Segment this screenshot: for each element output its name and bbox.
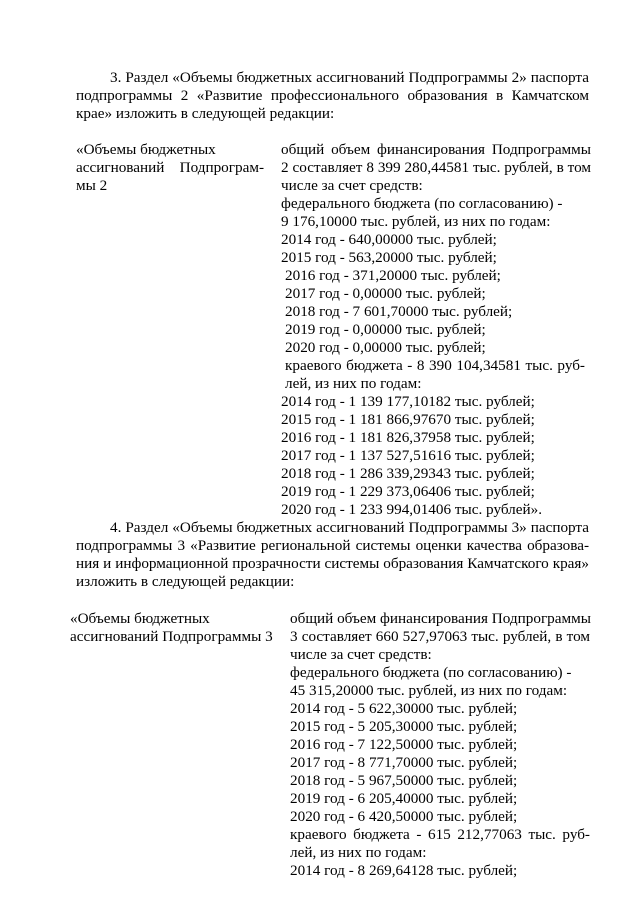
section3-financing-line: 2017 год - 0,00000 тыс. рублей;: [285, 285, 486, 302]
section3-intro-line: 3. Раздел «Объемы бюджетных ассигнований Подпрограммы 2» паспорта: [110, 69, 589, 86]
section3-financing-line: 2019 год - 1 229 373,06406 тыс. рублей;: [281, 483, 535, 500]
section3-financing-line: 2015 год - 563,20000 тыс. рублей;: [281, 249, 497, 266]
section4-financing-line: 2020 год - 6 420,50000 тыс. рублей;: [290, 808, 518, 825]
section3-financing-line: 2019 год - 0,00000 тыс. рублей;: [285, 321, 486, 338]
section4-intro-line: ния и информационной прозрачности системы образования Камчатского края»: [76, 555, 589, 572]
section3-financing-line: 2015 год - 1 181 866,97670 тыс. рублей;: [281, 411, 535, 428]
section3-financing-line: 2 составляет 8 399 280,44581 тыс. рублей, в том: [281, 159, 591, 176]
section3-financing-line: 2014 год - 1 139 177,10182 тыс. рублей;: [281, 393, 535, 410]
section3-label-line: мы 2: [76, 177, 108, 194]
section4-label-line: ассигнований Подпрограммы 3: [70, 628, 273, 645]
section3-financing-line: лей, из них по годам:: [285, 375, 422, 392]
section4-financing-line: 2014 год - 5 622,30000 тыс. рублей;: [290, 700, 518, 717]
section4-label-line: «Объемы бюджетных: [70, 610, 210, 627]
section3-financing-line: 2020 год - 0,00000 тыс. рублей;: [285, 339, 486, 356]
section4-financing-line: 2017 год - 8 771,70000 тыс. рублей;: [290, 754, 518, 771]
section3-intro-line: крае» изложить в следующей редакции:: [76, 105, 335, 122]
section3-label-line: «Объемы бюджетных: [76, 141, 216, 158]
section4-financing-line: лей, из них по годам:: [290, 844, 427, 861]
section3-label-line: ассигнований Подпрограм-: [76, 159, 264, 176]
section4-financing-line: 45 315,20000 тыс. рублей, из них по годам:: [290, 682, 568, 699]
section4-intro-line: 4. Раздел «Объемы бюджетных ассигнований Подпрограммы 3» паспорта: [110, 519, 589, 536]
section3-financing-line: 2018 год - 1 286 339,29343 тыс. рублей;: [281, 465, 535, 482]
section4-financing-line: 2019 год - 6 205,40000 тыс. рублей;: [290, 790, 518, 807]
section4-financing: [290, 610, 590, 880]
section4-financing-line: краевого бюджета - 615 212,77063 тыс. руб-: [290, 826, 590, 843]
section3-financing-line: 2014 год - 640,00000 тыс. рублей;: [281, 231, 497, 248]
section3-financing: [281, 141, 591, 519]
section4-financing-line: 3 составляет 660 527,97063 тыс. рублей, в том: [290, 628, 590, 645]
section4-financing-line: общий объем финансирования Подпрограммы: [290, 610, 591, 627]
section3-financing-line: 2018 год - 7 601,70000 тыс. рублей;: [285, 303, 513, 320]
section4-intro-line: подпрограммы 3 «Развитие региональной системы оценки качества образова-: [76, 537, 589, 554]
section4-financing-line: 2015 год - 5 205,30000 тыс. рублей;: [290, 718, 518, 735]
section3-financing-line: 2020 год - 1 233 994,01406 тыс. рублей».: [281, 501, 543, 518]
section3-financing-line: 2016 год - 371,20000 тыс. рублей;: [285, 267, 501, 284]
section4-financing-line: 2014 год - 8 269,64128 тыс. рублей;: [290, 862, 518, 879]
section4-intro: [76, 519, 589, 591]
section3-intro: [76, 69, 589, 123]
section4-intro-line: изложить в следующей редакции:: [76, 573, 295, 590]
section3-financing-line: федерального бюджета (по согласованию) -: [281, 195, 563, 212]
section3-financing-line: 2017 год - 1 137 527,51616 тыс. рублей;: [281, 447, 535, 464]
section3-label: [76, 141, 264, 195]
section3-financing-line: числе за счет средств:: [281, 177, 423, 194]
section4-financing-line: 2016 год - 7 122,50000 тыс. рублей;: [290, 736, 518, 753]
section3-financing-line: общий объем финансирования Подпрограммы: [281, 141, 591, 158]
section4-financing-line: числе за счет средств:: [290, 646, 432, 663]
section3-financing-line: 9 176,10000 тыс. рублей, из них по годам:: [281, 213, 551, 230]
section4-label: [70, 610, 280, 646]
section3-financing-line: 2016 год - 1 181 826,37958 тыс. рублей;: [281, 429, 535, 446]
section4-financing-line: 2018 год - 5 967,50000 тыс. рублей;: [290, 772, 518, 789]
section4-financing-line: федерального бюджета (по согласованию) -: [290, 664, 572, 681]
section3-financing-line: краевого бюджета - 8 390 104,34581 тыс. руб-: [285, 357, 585, 374]
section3-intro-line: подпрограммы 2 «Развитие профессионального образования в Камчатском: [76, 87, 589, 104]
